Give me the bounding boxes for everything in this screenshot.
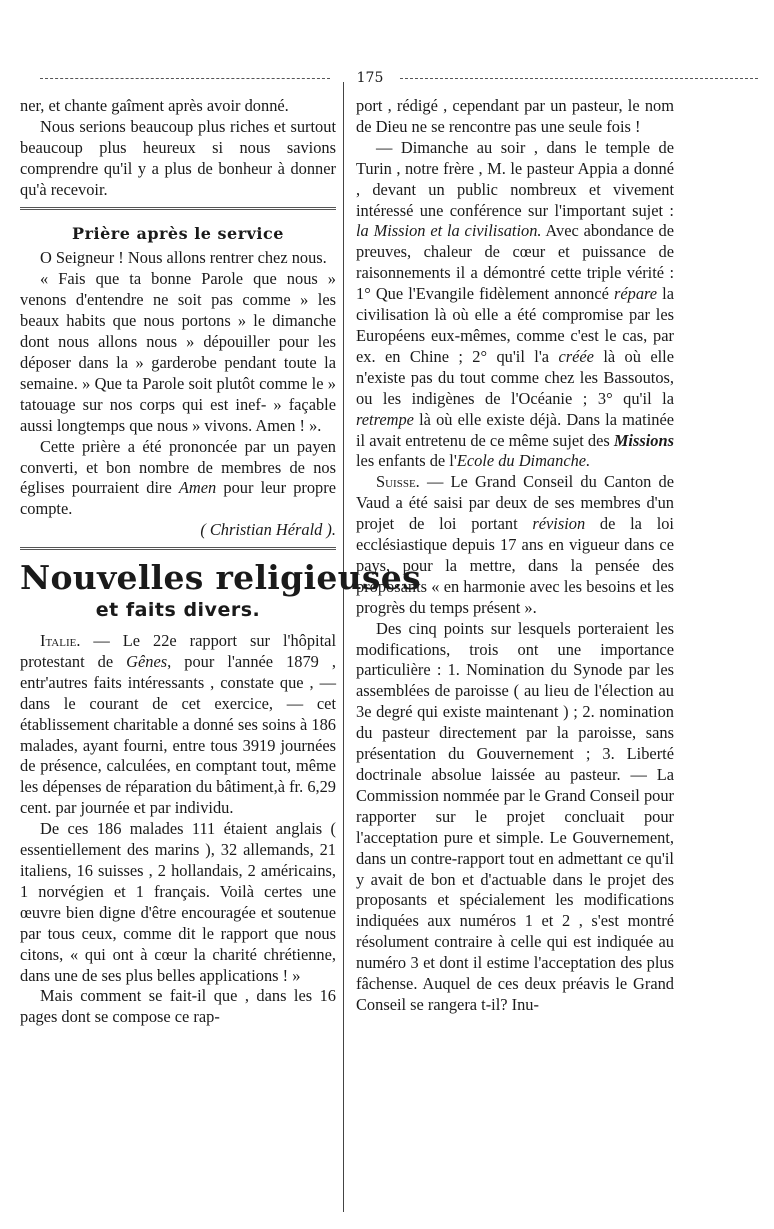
intro-paragraph-2: Nous serions beaucoup plus riches et surtout beaucoup plus heureux si nous savions comprendre qu'il y a plus de bonheur à donner qu'à recevoir. xyxy=(20,116,336,199)
column-divider xyxy=(343,82,344,1212)
suisse-paragraph: Suisse. — Le Grand Conseil du Canton de Vaud a été saisi par deux de ses membres d'un projet de loi portant révision de la loi ecclésiastique depuis 17 ans en vigueur dans ce pays, pour la mettre, dans la pensée des proposants « en harmonie avec les besoins et les progrès du temps présent ». xyxy=(356,472,674,617)
left-column xyxy=(20,96,421,1028)
prayer-heading: Prière après le service xyxy=(72,223,284,243)
prayer-paragraph-1: O Seigneur ! Nous allons rentrer chez nous. xyxy=(40,248,327,268)
suisse-label: Suisse. xyxy=(376,472,420,492)
news-heading: Nouvelles religieuses xyxy=(20,558,421,598)
italie-paragraph-2: De ces 186 malades 111 étaient anglais ( essentiellement des marins ), 32 allemands, 21 italiens, 16 suisses , 2 hollandais, 2 américains, 1 norvégien et 1 français. Voilà certes une œuvre bien digne d'être encouragée et soutenue par tous ceux, comme dit le rapport que nous citons, « qui ont à cœur la charité chrétienne, dans une de ses plus belles applications ! » xyxy=(20,819,336,985)
header-rule-left xyxy=(40,78,330,79)
cinq-points-paragraph: Des cinq points sur lesquels porteraient les modifications, trois ont une importance particulière : 1. Nomination du Synode par les assemblées de paroisse ( au lieu de l'élection au 3e degré qui existe maintenant ) ; 2. nomination du pasteur directement par la paroisse, sans présentation du Gouvernement ; 3. Liberté doctrinale absolue laissée au pasteur. — La Commission nommée par le Grand Conseil pour rapporter sur le projet concluait pour l'acceptation pure et simple. Le Gouvernement, dans un contre-rapport tout en admettant ce qu'il y avait de bon et d'actuable dans le projet des proposants et spécialement les modifications indiquées aux numéros 1 et 2 , s'est montré résolument contraire à celle qui est indiquée au numéro 3 et dont il estime l'acceptation des plus fâchense. Auquel de ces deux préavis le Grand Conseil se rangera t-il? Inu- xyxy=(356,618,674,1014)
italie-paragraph-3: Mais comment se fait-il que , dans les 16 pages dont se compose ce rap- xyxy=(20,986,336,1027)
prayer-text: « Fais que ta bonne Parole que nous » venons d'entendre ne soit pas comme » les beaux habits que nous portons » le dimanche dont nous allons nous » dépouiller pour les déposer dans la » garderobe pendant toute la semaine. » Que ta Parole soit plutôt comme le » tatouage sur nos corps qui est inef- » façable aussi longtemps que nous » vivons. Amen ! ». xyxy=(20,269,336,435)
turin-paragraph: — Dimanche au soir , dans le temple de Turin , notre frère , M. le pasteur Appia a donné , devant un public nombreux et vivement intéressé une conférence sur l'important sujet : la Mission et la civilisation. Avec abondance de preuves, chaleur de cœur et puissance de raisonnements il a démontré cette triple vérité : 1° Que l'Evangile fidèlement annoncé répare la civilisation là où elle a été compromise par les Européens eux-mêmes, comme c'est le cas, par ex. en Chine ; 2° qu'il l'a créée là où elle n'existe pas du tout comme chez les Bassoutos, ou les indigènes de l'Océanie ; 3° qu'il la retrempe là où elle existe déjà. Dans la matinée il avait entretenu de ce même sujet des Missions les enfants de l'Ecole du Dimanche. xyxy=(356,137,674,471)
italie-label: Italie. xyxy=(40,631,81,651)
news-subheading: et faits divers. xyxy=(95,599,261,622)
italie-paragraph-1: Italie. — Le 22e rapport sur l'hôpital protestant de Gênes, pour l'année 1879 , entr'autres faits intéressants , constate que , — dans le courant de cet exercice, — cet établissement charitable a donné ses soins à 186 malades, ayant fourni, entre tous 3919 journées de présence, calculées, en comptant tout, même les dépenses de réparation du bâtiment,à fr. 6,29 cent. par journée et par individu. xyxy=(20,631,336,818)
section-separator xyxy=(20,207,336,210)
prayer-comment: Cette prière a été prononcée par un payen converti, et bon nombre de membres de nos églises pourraient dire Amen pour leur propre compte. xyxy=(20,436,336,519)
intro-paragraph-1: ner, et chante gaîment après avoir donné. xyxy=(20,96,289,115)
right-column xyxy=(356,96,674,1016)
prayer-attribution: ( Christian Hérald ). xyxy=(200,520,336,540)
page-header xyxy=(40,70,760,90)
page-number: 175 xyxy=(356,70,384,86)
header-rule-right xyxy=(400,78,758,79)
section-separator xyxy=(20,547,336,550)
right-paragraph-1: port , rédigé , cependant par un pasteur, le nom de Dieu ne se rencontre pas une seule fois ! xyxy=(356,96,674,136)
